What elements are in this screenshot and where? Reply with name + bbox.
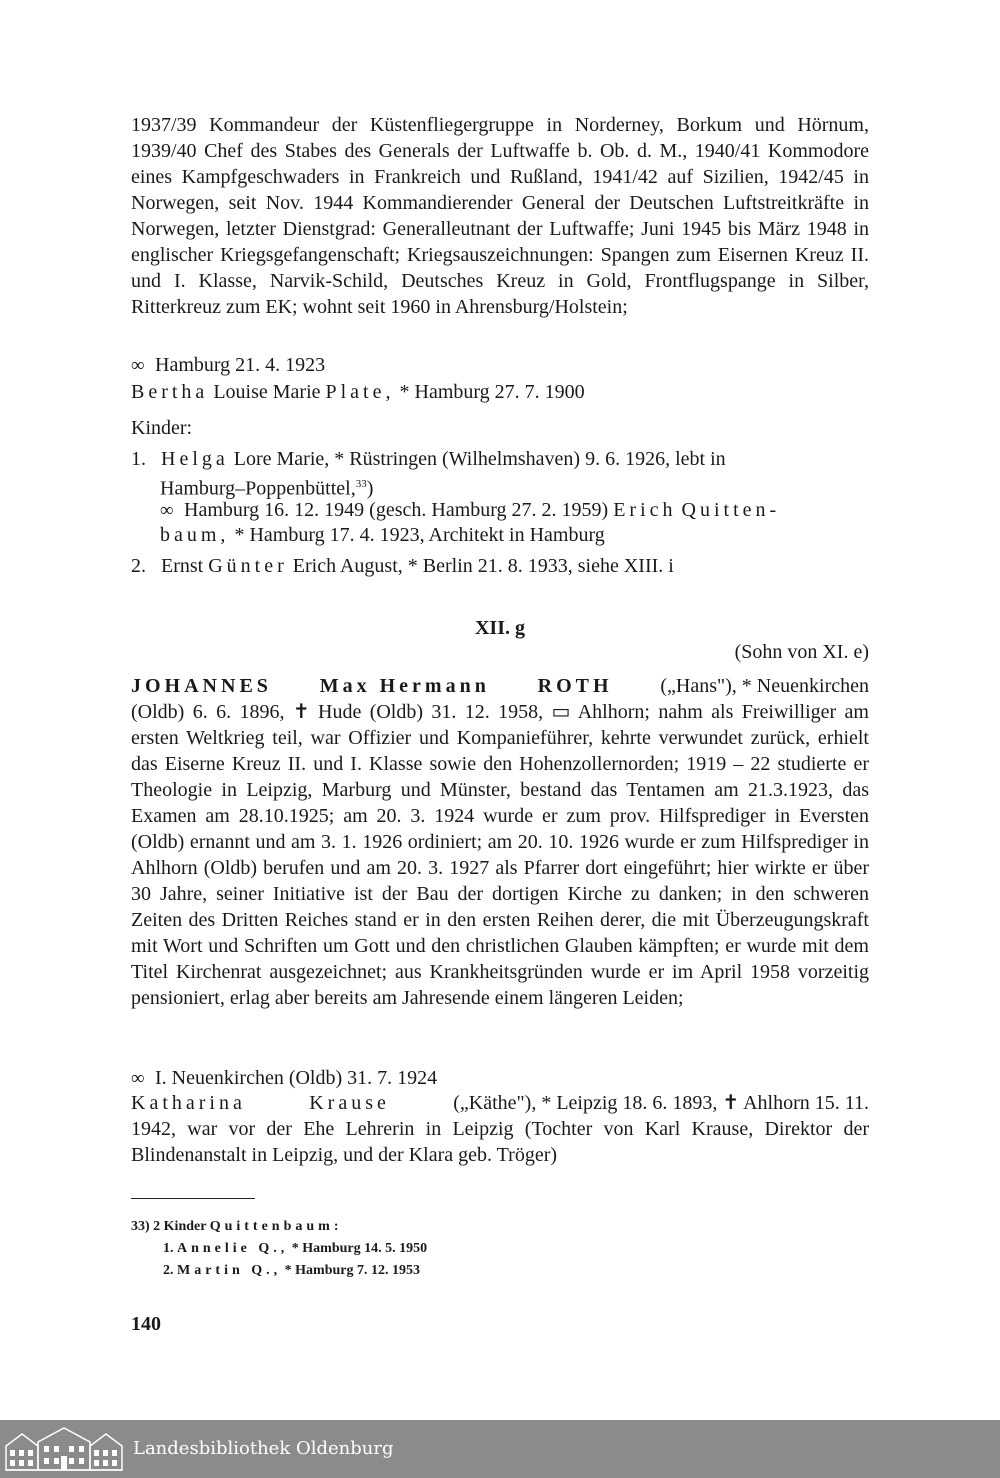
spouse-line-2 (131, 1090, 869, 1116)
spouse-birth: * Hamburg 27. 7. 1900 (399, 381, 585, 403)
footnote-intro: 2 Kinder (153, 1219, 207, 1234)
person-middle-names: Max Hermann (319, 675, 490, 697)
footnote-33 (131, 1216, 343, 1238)
person-nickname-birth: („Hans"), * Neuenkirchen (660, 675, 869, 697)
spouse-surname: Krause (309, 1092, 390, 1114)
footnote-item-2 (163, 1260, 420, 1282)
child-second-name: Günter (208, 555, 288, 577)
paragraph-career: 1937/39 Kommandeur der Küstenfliegergruppe in Norderney, Borkum und Hörnum, 1939/40 Chef des Stabes des Generals der Luftwaffe b. Ob. d. M., 1940/41 Kommodore eines Kampfgeschwaders in Frankreich und Rußland, 1941/42 auf Sizilien, 1942/45 in Norwegen, seit Nov. 1944 Kommandierender General der Deutschen Luftstreitkräfte in Norwegen, letzter Dienstgrad: Generalleutnant der Luftwaffe; Juni 1945 bis März 1948 in englischer Kriegsgefangenschaft; Kriegsauszeichnungen: Spangen zum Eisernen Kreuz II. und I. Klasse, Narvik-Schild, Deutsches Kreuz in Gold, Frontflugspange in Silber, Ritterkreuz zum EK; wohnt seit 1960 in Ahrensburg/Holstein; (131, 114, 869, 318)
library-building-icon (4, 1426, 124, 1472)
spouse-first-name: Bertha (131, 381, 209, 403)
library-name: Landesbibliothek Oldenburg (133, 1438, 394, 1459)
child-residence: Hamburg–Poppenbüttel, (160, 477, 356, 500)
child-1 (131, 446, 726, 472)
footnote-item-name: Martin Q., (177, 1263, 282, 1278)
person-surname: ROTH (537, 675, 613, 697)
child-1-marriage (160, 497, 780, 524)
footnote-family: Quittenbaum: (209, 1219, 343, 1234)
page-number: 140 (131, 1313, 161, 1335)
footnote-label: 33) (131, 1219, 150, 1234)
child-first-name: Ernst (161, 555, 204, 577)
child-spouse-surname-end: baum, (160, 524, 230, 546)
child-first-name: Helga (161, 448, 229, 470)
person-name-line (131, 673, 869, 699)
child-number: 2. (131, 555, 146, 577)
spouse-details: („Käthe"), * Leipzig 18. 6. 1893, ✝ Ahlhorn 15. 11. (453, 1092, 869, 1114)
footnote-item-details: * Hamburg 7. 12. 1953 (284, 1263, 420, 1278)
spouse-line-1 (131, 379, 585, 405)
footnote-item-1 (163, 1238, 427, 1260)
child-1-spouse (160, 522, 605, 548)
parent-reference: (Sohn von XI. e) (734, 641, 869, 663)
child-2 (131, 553, 674, 579)
footnote-item-details: * Hamburg 14. 5. 1950 (291, 1241, 428, 1256)
child-spouse-details: * Hamburg 17. 4. 1923, Architekt in Hamburg (234, 524, 605, 546)
marriage-symbol-icon: ∞ (131, 355, 139, 376)
marriage-line-2 (131, 1065, 437, 1092)
footnote-divider (131, 1198, 255, 1199)
library-footer (0, 1420, 1000, 1478)
child-marriage-date: Hamburg 16. 12. 1949 (gesch. Hamburg 27. 2. 1959) (184, 499, 609, 521)
spouse-middle-names: Louise Marie (213, 381, 321, 403)
marriage-symbol-icon: ∞ (160, 500, 168, 521)
child-number: 1. (131, 448, 146, 470)
child-details: Lore Marie, * Rüstringen (Wilhelmshaven) 9. 6. 1926, lebt in (233, 448, 726, 470)
footnote-item-number: 2. (163, 1263, 174, 1278)
footnote-item-number: 1. (163, 1241, 174, 1256)
spouse-first-name: Katharina (131, 1092, 246, 1114)
spouse-2-continued: 1942, war vor der Ehe Lehrerin in Leipzig (Tochter von Karl Krause, Direktor der Blindenanstalt in Leipzig, und der Klara geb. Tröger) (131, 1118, 869, 1166)
section-heading: XII. g (474, 617, 525, 639)
child-spouse-first: Erich (613, 499, 677, 521)
children-heading: Kinder: (131, 417, 193, 439)
marriage-date: I. Neuenkirchen (Oldb) 31. 7. 1924 (155, 1067, 438, 1089)
child-details: Erich August, * Berlin 21. 8. 1933, siehe XIII. i (292, 555, 674, 577)
person-first-name: JOHANNES (131, 675, 272, 697)
footnote-item-name: Annelie Q., (177, 1241, 289, 1256)
spouse-surname: Plate, (325, 381, 395, 403)
marriage-date: Hamburg 21. 4. 1923 (155, 354, 326, 376)
marriage-line-1 (131, 352, 325, 379)
marriage-symbol-icon: ∞ (131, 1068, 139, 1089)
paragraph-biography: (Oldb) 6. 6. 1896, ✝ Hude (Oldb) 31. 12. 1958, ▭ Ahlhorn; nahm als Freiwilliger am ersten Weltkrieg teil, war Offizier und Kompanieführer, kehrte verwundet zurück, erhielt das Eiserne Kreuz II. und I. Klasse sowie den Hohenzollernorden; 1919 – 22 studierte er Theologie in Leipzig, Marburg und Münster, bestand das Tentamen am 21.3.1923, das Examen am 28.10.1925; am 20. 3. 1924 wurde er zum prov. Hilfsprediger in Eversten (Oldb) ernannt und am 3. 1. 1926 ordiniert; am 20. 10. 1926 wurde er zum Hilfsprediger in Ahlhorn (Oldb) berufen und am 20. 3. 1927 als Pfarrer dort eingeführt; hier wirkte er über 30 Jahre, seiner Initiative ist der Bau der dortigen Kirche zu danken; in den schweren Zeiten des Dritten Reiches stand er in den ersten Reihen derer, die mit Überzeugungskraft mit Wort und Schriften um Gott und den christlichen Glauben kämpften; er wurde mit dem Titel Kirchenrat ausgezeichnet; aus Krankheitsgründen wurde er im April 1958 vorzeitig pensioniert, erlag aber bereits am Jahresende einem längeren Leiden; (131, 701, 869, 1009)
child-spouse-surname-part: Quitten- (681, 499, 781, 521)
footnote-ref: 33 (355, 478, 367, 490)
paren-close: ) (366, 477, 374, 500)
